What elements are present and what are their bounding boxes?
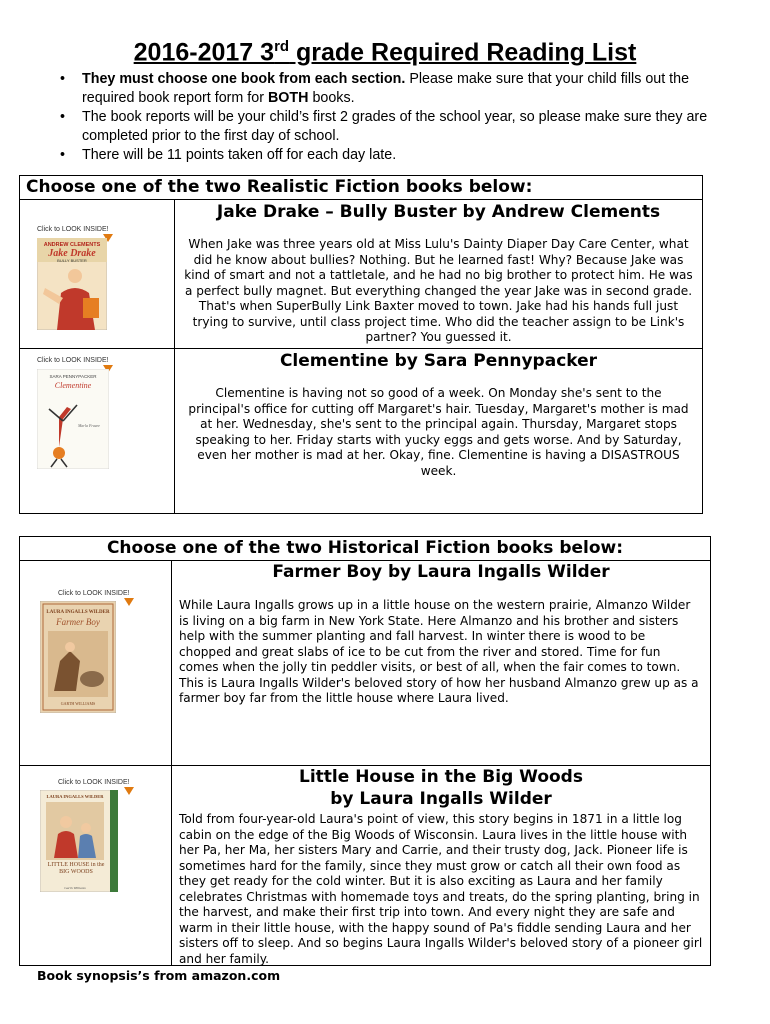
source-footnote: Book synopsis’s from amazon.com <box>37 968 281 983</box>
svg-text:LAURA INGALLS WILDER: LAURA INGALLS WILDER <box>46 794 104 799</box>
book-synopsis: Clementine is having not so good of a week. On Monday she's sent to the principal's office for cutting off Margaret's hair. Tuesday, Margaret's mother is mad at her. Wednesday, she's sent to the principal again. Thursday, Margaret stops speaking to her. Friday starts with yucky eggs and gets worse. And by Saturday, even her mother is mad at her. Okay, fine. Clementine is having a DISASTROUS week. <box>188 386 689 478</box>
book-row-farmer-boy <box>20 561 710 766</box>
book-row-little-house <box>20 766 710 965</box>
book-title-line-1: Little House in the Big Woods <box>299 767 583 787</box>
book-info-cell <box>172 766 710 965</box>
realistic-fiction-section <box>19 175 703 514</box>
look-inside-badge[interactable]: Click to LOOK INSIDE! <box>58 590 130 597</box>
jake-drake-cover-image[interactable] <box>37 238 107 330</box>
look-inside-badge[interactable]: Click to LOOK INSIDE! <box>58 779 130 786</box>
cover-cell <box>20 561 172 765</box>
look-inside-badge[interactable]: Click to LOOK INSIDE! <box>37 357 109 364</box>
instructions-list <box>56 70 736 166</box>
svg-text:SARA PENNYPACKER: SARA PENNYPACKER <box>49 374 97 379</box>
section-heading: Choose one of the two Historical Fiction books below: <box>20 537 710 561</box>
svg-text:GARTH WILLIAMS: GARTH WILLIAMS <box>60 701 96 706</box>
farmer-boy-cover-image[interactable] <box>40 601 116 713</box>
book-title: Farmer Boy by Laura Ingalls Wilder <box>272 562 610 582</box>
clementine-cover-image[interactable] <box>37 369 109 469</box>
instruction-item: • The book reports will be your child’s first 2 grades of the school year, so please make sure they are completed prior to the first day of school. <box>60 109 708 144</box>
instruction-item: • There will be 11 points taken off for each day late. <box>60 147 397 163</box>
svg-text:ANDREW CLEMENTS: ANDREW CLEMENTS <box>43 242 101 248</box>
page-title: 2016-2017 3rd grade Required Reading List <box>133 38 637 67</box>
book-title: Jake Drake – Bully Buster by Andrew Clements <box>216 202 661 222</box>
book-title-line-2: by Laura Ingalls Wilder <box>330 789 552 809</box>
book-synopsis: Told from four-year-old Laura's point of view, this story begins in 1871 in a little log cabin on the edge of the Big Woods of Wisconsin. Laura lives in the little house with her Pa, her Ma, her sisters Mary and Carrie, and their trusty dog, Jack. Pioneer life is sometimes hard for the family, since they must grow or catch all their own food as they get ready for the cold winter. But it is also exciting as Laura and her family celebrates Christmas with homemade toys and treats, do the spring planting, bring in the harvest, and make their first trip into town. And every night they are safe and warm in their little house, with the happy sound of Pa's fiddle sending Laura and her sisters off to sleep. And so begins Laura Ingalls Wilder's beloved story of a pioneer girl and her family. <box>179 812 703 966</box>
svg-text:LAURA INGALLS WILDER: LAURA INGALLS WILDER <box>46 610 110 615</box>
little-house-cover-image[interactable]: LAURA INGALLS WILDER LITTLE HOUSE in the BIG WOODS Garth Williams <box>40 790 118 892</box>
historical-fiction-section <box>19 536 711 966</box>
section-heading: Choose one of the two Realistic Fiction books below: <box>20 176 702 200</box>
book-info-cell <box>175 349 702 513</box>
look-inside-badge[interactable]: Click to LOOK INSIDE! <box>37 226 109 233</box>
book-synopsis: When Jake was three years old at Miss Lulu's Dainty Diaper Day Care Center, what did he know about bullies? Nothing. But he learned fast! Why? Because Jake was kind of smart and not a tattletale, and he had no big brother to protect him. He was a perfect bully magnet. But everything changed the year Jake was in second grade. That's when SuperBully Link Baxter moved to town. Jake had his hands full just trying to survive, until class project time. Who did the teacher assign to be Link's partner? You guessed it. <box>184 237 693 344</box>
cover-cell <box>20 200 175 348</box>
book-info-cell <box>175 200 702 348</box>
book-title: Clementine by Sara Pennypacker <box>279 351 598 371</box>
svg-text:Clementine: Clementine <box>54 381 92 390</box>
svg-text:BULLY BUSTER: BULLY BUSTER <box>57 258 87 263</box>
svg-text:Garth Williams: Garth Williams <box>64 886 86 890</box>
cover-cell <box>20 349 175 513</box>
book-row-jake-drake <box>20 200 702 349</box>
svg-text:Farmer Boy: Farmer Boy <box>56 617 100 627</box>
svg-text:Marla Frazee: Marla Frazee <box>77 423 101 428</box>
cover-cell <box>20 766 172 965</box>
instruction-item: • They must choose one book from each section. Please make sure that your child fills out the required book report form for BOTH books. <box>60 71 690 106</box>
book-synopsis: While Laura Ingalls grows up in a little house on the western prairie, Almanzo Wilder is living on a big farm in New York State. Here Almanzo and his brother and sisters help with the summer planting and fall harvest. In winter there is wood to be chopped and great slabs of ice to be cut from the river and stored. Time for fun comes when the jolly tin peddler visits, or best of all, when the fair comes to town. This is Laura Ingalls Wilder's beloved story of how her husband Almanzo grew up as a farmer boy far from the little house where Laura lived. <box>179 598 699 705</box>
svg-text:Jake Drake: Jake Drake <box>48 248 96 259</box>
arrow-icon <box>124 598 134 606</box>
book-row-clementine <box>20 349 702 513</box>
arrow-icon <box>124 787 134 795</box>
book-info-cell <box>172 561 710 765</box>
